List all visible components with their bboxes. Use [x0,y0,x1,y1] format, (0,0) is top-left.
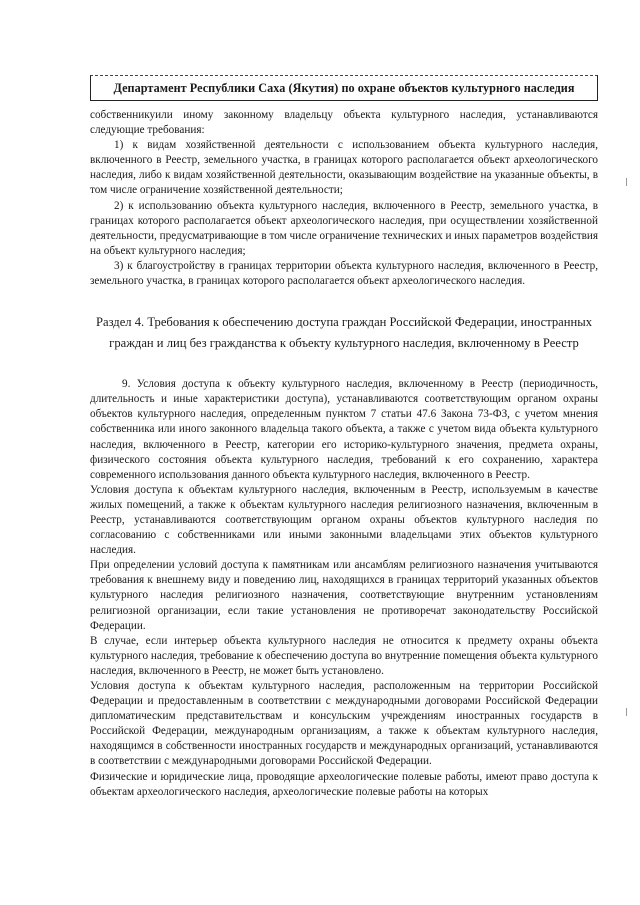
document-header [90,75,598,101]
paragraph-interior: В случае, если интерьер объекта культурного наследия не относится к предмету охраны объекта культурного наследия, требование к обеспечению доступа во внутренние помещения объекта культурного наследия, включенного в Реестр, не может быть установлено. [90,634,598,677]
list-item-3: 3) к благоустройству в границах территории объекта культурного наследия, включенного в Реестр, земельного участка, в границах которого располагается объект археологического наследия. [90,259,598,288]
paragraph-diplomatic: Условия доступа к объектам культурного наследия, расположенным на территории Российской Федерации и предоставленным в соответствии с международными договорами Российской Федерации дипломатическим представительствам и консульским учреждениям иностранных государств в Российской Федерации, международным организациям, а также к объектам культурного наследия, находящимся в собственности иностранных государств и международных организаций, устанавливаются в соответствии с международными договорами Российской Федерации. [90,680,598,768]
paragraph-intro: собственникуили иному законному владельцу объекта культурного наследия, устанавливаются следующие требования: [90,109,598,137]
paragraph-archaeological: Физические и юридические лица, проводящие археологические полевые работы, имеют право доступа к объектам археологического наследия, археологические полевые работы на которых [90,770,598,798]
paragraph-access-residential: Условия доступа к объектам культурного наследия, включенным в Реестр, используемым в качестве жилых помещений, а также к объектам культурного наследия религиозного назначения, включенным в Реестр, устанавливаются соответствующим органом охраны объектов культурного наследия по согласованию с собственниками или иными законными владельцами этих объектов культурного наследия. [90,483,598,557]
scan-margin-mark [626,708,630,716]
list-item-1: 1) к видам хозяйственной деятельности с использованием объекта культурного наследия, включенного в Реестр, земельного участка, в границах которого располагается объект археологического наследия, либо к видам хозяйственной деятельности, оказывающим воздействие на указанные объекты, в том числе ограничение хозяйственной деятельности; [90,139,598,197]
scan-margin-mark [626,178,630,186]
paragraph-religious: При определении условий доступа к памятникам или ансамблям религиозного назначения учитываются требования к внешнему виду и поведению лиц, находящихся в границах территорий указанных объектов культурного наследия религиозного назначения, соответствующие внутренним установлениям религиозной организации, если такие установления не противоречат законодательству Российской Федерации. [90,559,598,632]
list-item-2: 2) к использованию объекта культурного наследия, включенного в Реестр, земельного участка, в границах которого располагается объект археологического наследия, при осуществлении хозяйственной деятельности, предусматривающие в том числе ограничение технических и иных параметров воздействия на объект культурного наследия; [90,199,598,257]
paragraph-9: 9. Условия доступа к объекту культурного наследия, включенному в Реестр (периодичность, длительность и иные характеристики доступа), устанавливаются соответствующим органом охраны объектов культурного наследия, определенным пунктом 7 статьи 47.6 Закона 73-ФЗ, с учетом мнения собственника или иного законного владельца такого объекта, а также с учетом вида объекта культурного наследия, включенного в Реестр, категории его историко-культурного значения, предмета охраны, физического состояния объекта культурного наследия, требований к его сохранению, характера современного использования данного объекта культурного наследия, включенного в Реестр. [90,378,598,481]
document-body [90,108,598,800]
section-heading: Раздел 4. Требования к обеспечению доступа граждан Российской Федерации, иностранных граждан и лиц без гражданства к объекту культурного наследия, включенному в Реестр [95,315,593,351]
header-title: Департамент Республики Саха (Якутия) по охране объектов культурного наследия [113,80,575,95]
